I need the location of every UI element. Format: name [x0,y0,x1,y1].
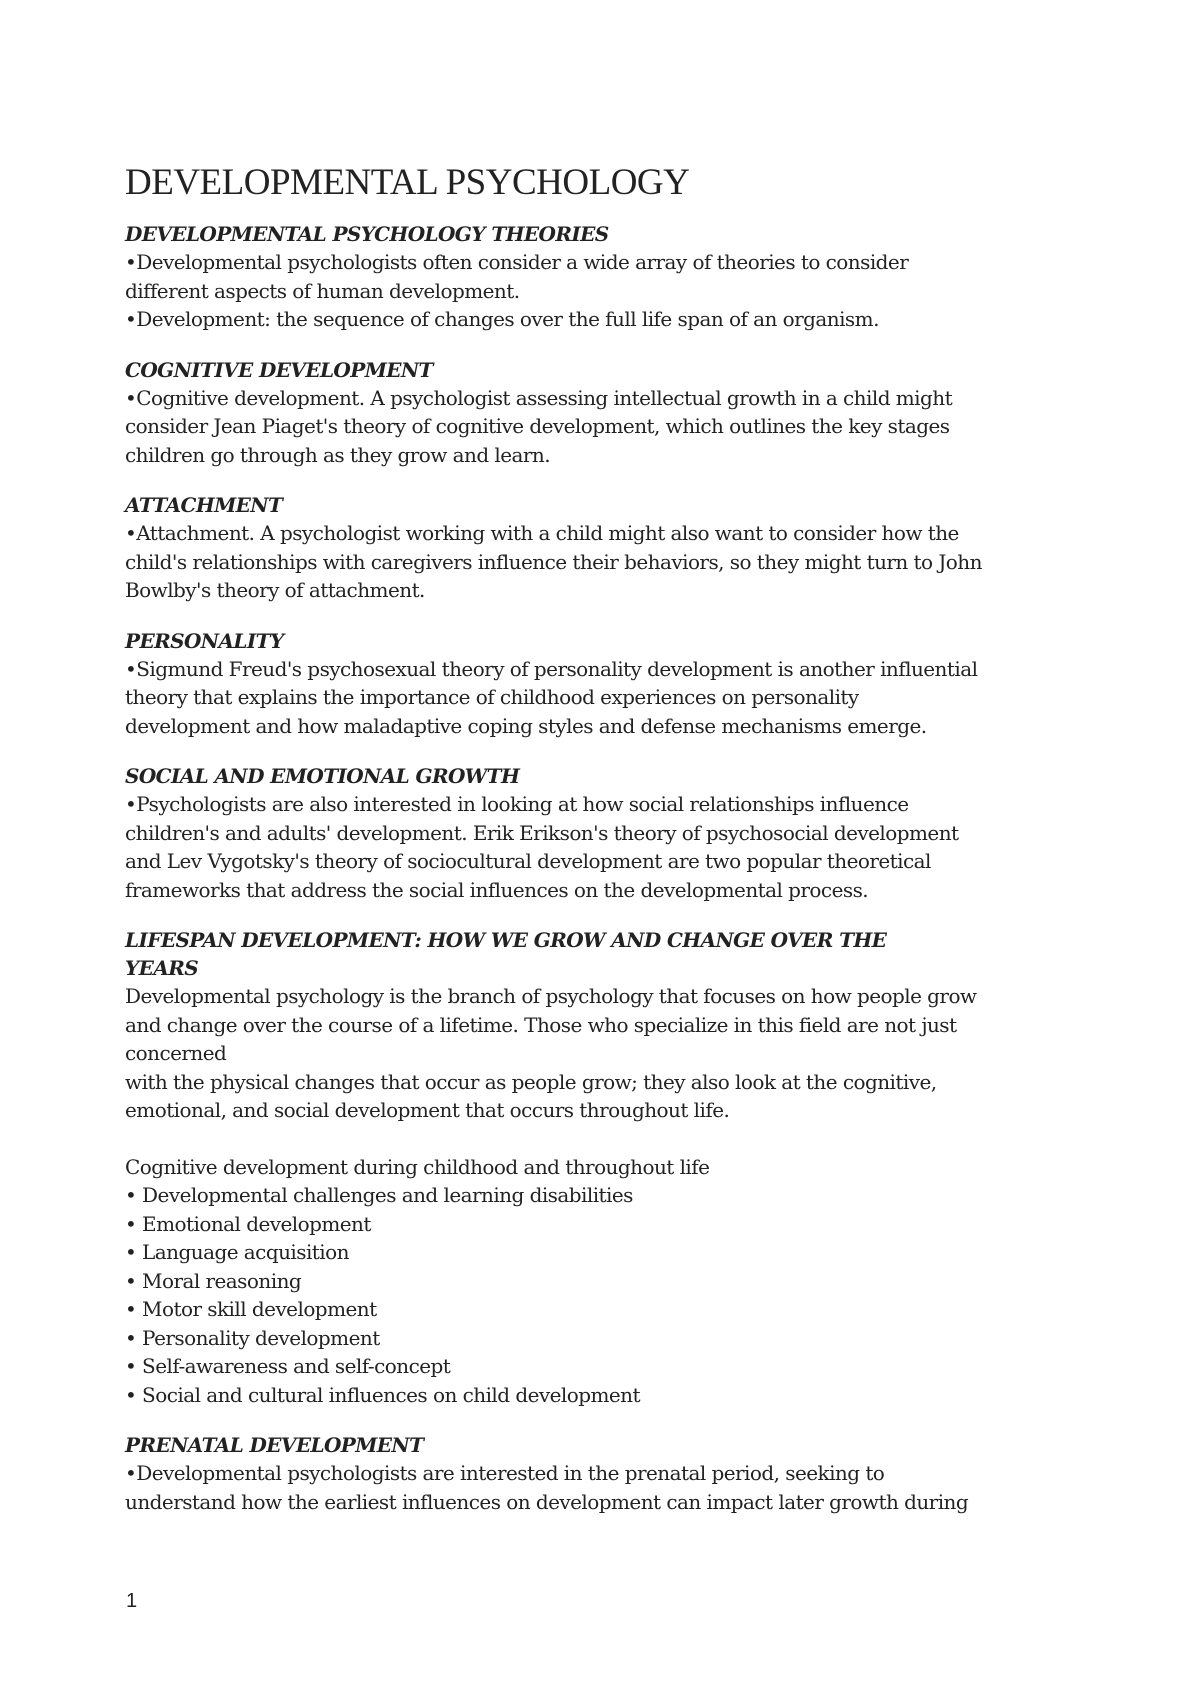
list-item: • Moral reasoning [125,1268,302,1293]
text-line: •Psychologists are also interested in looking at how social relationships influence [125,792,909,816]
text-line: emotional, and social development that occurs throughout life. [125,1098,730,1122]
document-body [125,160,1085,1538]
text-line: different aspects of human development. [125,278,520,303]
section-prenatal [125,1431,1085,1516]
text-line: •Developmental psychologists are interested in the prenatal period, seeking to [125,1461,885,1485]
page-number: 1 [126,1590,138,1612]
topic-list [125,1181,1085,1409]
text-line: Developmental psychology is the branch of psychology that focuses on how people grow [125,984,977,1008]
section-heading: DEVELOPMENTAL PSYCHOLOGY THEORIES [125,222,609,246]
text-line: and change over the course of a lifetime. Those who specialize in this field are not just [125,1012,957,1037]
section-heading: COGNITIVE DEVELOPMENT [125,357,433,382]
text-line: •Development: the sequence of changes over the full life span of an organism. [125,307,879,331]
section-heading: LIFESPAN DEVELOPMENT: HOW WE GROW AND CHANGE OVER THE [125,928,887,952]
section-personality [125,627,1085,741]
list-item: • Emotional development [125,1211,371,1236]
text-line: •Developmental psychologists often consider a wide array of theories to consider [125,250,909,274]
text-line: understand how the earliest influences on development can impact later growth during [125,1489,969,1514]
text-line: and Lev Vygotsky's theory of sociocultural development are two popular theoretical [125,849,931,873]
section-theories [125,220,1085,334]
list-item: • Language acquisition [125,1240,349,1264]
list-intro: Cognitive development during childhood and throughout life [125,1154,710,1179]
list-item: • Motor skill development [125,1297,377,1321]
list-item: • Developmental challenges and learning disabilities [125,1183,633,1207]
paragraph-gap [125,1125,1085,1153]
text-line: Bowlby's theory of attachment. [125,578,425,602]
document-title: DEVELOPMENTAL PSYCHOLOGY [125,162,690,203]
text-line: theory that explains the importance of childhood experiences on personality [125,685,859,709]
text-line: children's and adults' development. Erik Erikson's theory of psychosocial development [125,820,959,845]
section-attachment [125,491,1085,605]
text-line: with the physical changes that occur as people grow; they also look at the cognitive, [125,1069,937,1094]
section-heading: PRENATAL DEVELOPMENT [125,1433,424,1457]
text-line: •Attachment. A psychologist working with a child might also want to consider how the [125,521,959,545]
list-item: • Social and cultural influences on child development [125,1382,641,1407]
section-lifespan [125,926,1085,1409]
text-line: consider Jean Piaget's theory of cognitive development, which outlines the key stages [125,414,950,438]
list-item: • Self-awareness and self-concept [125,1354,451,1378]
list-item: • Personality development [125,1325,380,1350]
section-cognitive [125,356,1085,470]
section-heading: ATTACHMENT [125,493,283,517]
text-line: child's relationships with caregivers influence their behaviors, so they might turn to John [125,549,982,574]
text-line: concerned [125,1041,227,1065]
text-line: development and how maladaptive coping styles and defense mechanisms emerge. [125,713,927,738]
section-heading: SOCIAL AND EMOTIONAL GROWTH [125,764,520,788]
text-line: children go through as they grow and learn. [125,442,551,467]
text-line: •Sigmund Freud's psychosexual theory of personality development is another influential [125,656,978,681]
section-social-emotional [125,762,1085,904]
section-heading-continued: YEARS [125,956,199,980]
text-line: frameworks that address the social influences on the developmental process. [125,877,869,902]
section-heading: PERSONALITY [125,628,284,653]
text-line: •Cognitive development. A psychologist assessing intellectual growth in a child might [125,385,953,410]
